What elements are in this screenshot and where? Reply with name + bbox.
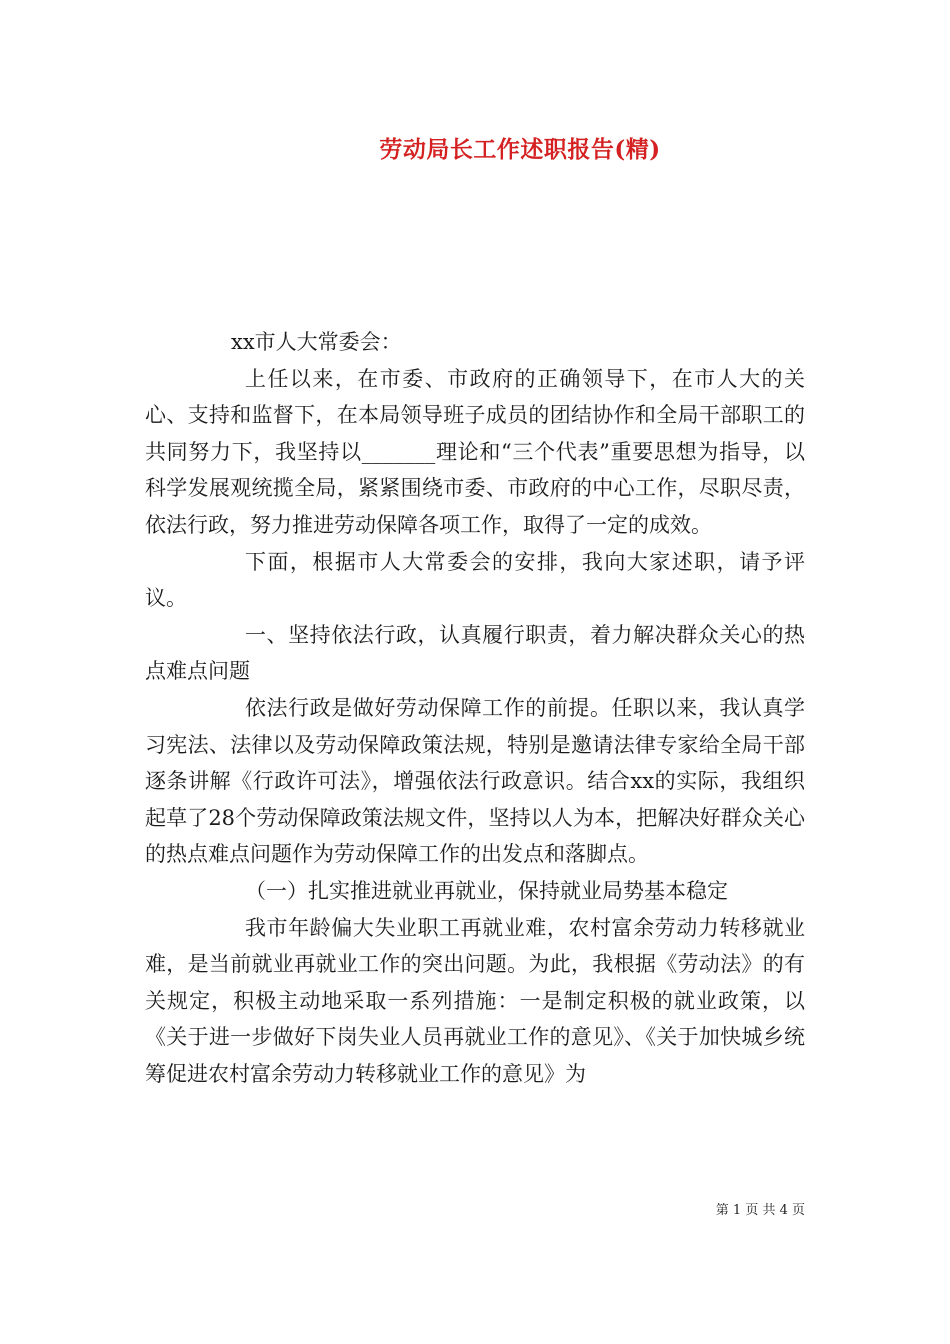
paragraph-employment: 我市年龄偏大失业职工再就业难，农村富余劳动力转移就业难，是当前就业再就业工作的突出问题。为此，我根据《劳动法》的有关规定，积极主动地采取一系列措施：一是制定积极的就业政策，以《关于进一步做好下岗失业人员再就业工作的意见》、《关于加快城乡统筹促进农村富余劳动力转移就业工作的意见》为: [145, 915, 805, 1086]
salutation: xx市人大常委会：: [231, 330, 402, 354]
paragraph-intro: 上任以来，在市委、市政府的正确领导下，在市人大的关心、支持和监督下，在本局领导班子成员的团结协作和全局干部职工的共同努力下，我坚持以_______理论和“三个代表”重要思想为指导，以科学发展观统揽全局，紧紧围绕市委、市政府的中心工作，尽职尽责，依法行政，努力推进劳动保障各项工作，取得了一定的成效。: [145, 366, 805, 537]
paragraph-law-administration: 依法行政是做好劳动保障工作的前提。任职以来，我认真学习宪法、法律以及劳动保障政策法规，特别是邀请法律专家给全局干部逐条讲解《行政许可法》，增强依法行政意识。结合xx的实际，我组织起草了28个劳动保障政策法规文件，坚持以人为本，把解决好群众关心的热点难点问题作为劳动保障工作的出发点和落脚点。: [145, 695, 805, 867]
page-title: 劳动局长工作述职报告(精): [379, 136, 661, 163]
paragraph-review-request: 下面，根据市人大常委会的安排，我向大家述职，请予评议。: [145, 549, 805, 611]
subsection-heading-1: （一）扎实推进就业再就业，保持就业局势基本稳定: [245, 878, 728, 903]
page-number: 第 1 页 共 4 页: [715, 1203, 805, 1218]
document-body: [145, 324, 805, 1092]
section-heading-1: 一、坚持依法行政，认真履行职责，着力解决群众关心的热点难点问题: [145, 622, 805, 684]
